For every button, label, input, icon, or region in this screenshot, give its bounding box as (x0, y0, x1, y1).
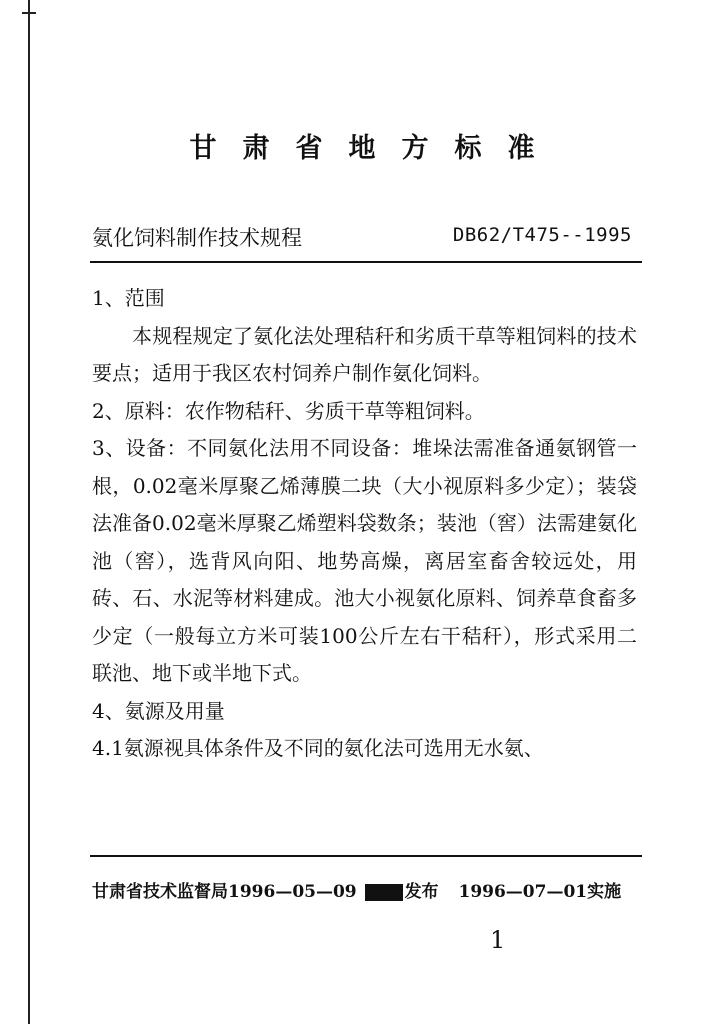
document-title: 氨化饲料制作技术规程 (92, 226, 302, 250)
footer-rule (90, 855, 642, 857)
implement-date: 1996—07—01实施 (458, 882, 622, 902)
header-rule (90, 261, 642, 263)
page-number: 1 (490, 926, 506, 954)
standard-title: 甘肃省地方标准 (189, 133, 561, 164)
section-1-text: 本规程规定了氨化法处理秸秆和劣质干草等粗饲料的技术要点；适用于我区农村饲养户制作氨化饲料。 (92, 323, 637, 385)
redaction-mark (365, 884, 403, 901)
section-2: 2、原料：农作物秸秆、劣质干草等粗饲料。 (92, 398, 485, 423)
footer-line (92, 877, 621, 902)
document-body (92, 280, 637, 768)
section-1-heading: 1、范围 (92, 286, 165, 310)
section-4-heading: 4、氨源及用量 (92, 698, 225, 723)
binding-tick (22, 12, 36, 14)
issuer-date: 甘肃省技术监督局1996—05—09 (92, 882, 357, 902)
section-4-1: 4.1氨源视具体条件及不同的氨化法可选用无水氨、 (92, 736, 544, 760)
publish-word: 发布 (404, 882, 439, 902)
standard-number: DB62/T475--1995 (452, 224, 632, 246)
section-3: 3、设备：不同氨化法用不同设备：堆垛法需准备通氨钢管一根，0.02毫米厚聚乙烯薄膜二块（大小视原料多少定）；装袋法准备0.02毫米厚聚乙烯塑料袋数条；装池（窖）法需建氨化池（窖），选背风向阳、地势高燥，离居室畜舍较远处，用砖、石、水泥等材料建成。池大小视氨化原料、饲养草食畜多少定（一般每立方米可装100公斤左右干秸秆），形式采用二联池、地下或半地下式。 (92, 436, 637, 685)
